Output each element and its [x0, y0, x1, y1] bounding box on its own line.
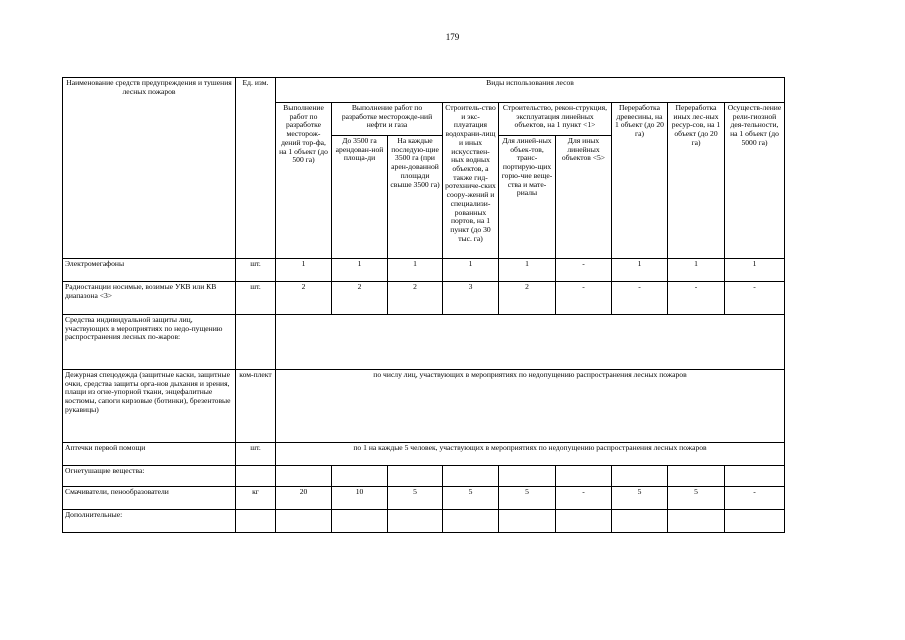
cell-value: -	[612, 282, 668, 315]
cell-value: 5	[443, 487, 499, 510]
cell-value: -	[725, 487, 785, 510]
row-name: Радиостанции носимые, возимые УКВ или КВ диапазона <3>	[63, 282, 236, 315]
row-note: по числу лиц, участвующих в мероприятиях по недопущению распространения лесных пожаров	[276, 370, 785, 443]
row-unit: шт.	[236, 259, 276, 282]
cell-value: 5	[388, 487, 443, 510]
cell-value: 2	[499, 282, 556, 315]
cell-value: 2	[388, 282, 443, 315]
row-empty-span	[276, 315, 785, 370]
header-col-other-resources: Переработка иных лес-ных ресур-сов, на 1 объект (до 20 га)	[668, 103, 725, 259]
forest-fire-equipment-table	[62, 77, 785, 533]
cell-value: 1	[668, 259, 725, 282]
table-row	[63, 315, 785, 370]
row-name: Дежурная спецодежда (защитные каски, защитные очки, средства защиты орга-нов дыхания и зрения, плащи из огне-упорной ткани, энцефалитные костюмы, сапоги кирзовые (ботинки), брезентовые рукавицы)	[63, 370, 236, 443]
header-col-construction: Строитель-ство и экс-плуатация водохрани-лищ и иных искусствен-ных водных объектов, а также гид-ротехниче-ских соору-жений и специализи-рованных портов, на 1 пункт (до 30 тыс. га)	[443, 103, 499, 259]
cell-value: 1	[499, 259, 556, 282]
cell-value: 5	[612, 487, 668, 510]
header-col-linear-a: Для линей-ных объек-тов, транс-портирую-щих горю-чие веще-ства и мате-риалы	[499, 136, 556, 259]
row-name: Огнетушащие вещества:	[63, 466, 236, 487]
table-row	[63, 282, 785, 315]
row-name: Электромегафоны	[63, 259, 236, 282]
header-name-col: Наименование средств предупреждения и тушения лесных пожаров	[63, 78, 236, 259]
header-group-title: Виды использования лесов	[276, 78, 785, 103]
table-row	[63, 466, 785, 487]
header-col-linear-b: Для иных линейных объектов <5>	[556, 136, 612, 259]
cell-value: -	[725, 282, 785, 315]
table-row	[63, 487, 785, 510]
cell-value: 5	[499, 487, 556, 510]
header-unit-col: Ед. изм.	[236, 78, 276, 259]
header-group-linear: Строительство, рекон-струкция, эксплуатация линейных объектов, на 1 пункт <1>	[499, 103, 612, 136]
cell-value: 2	[276, 282, 332, 315]
cell-value: 1	[276, 259, 332, 282]
table-row	[63, 370, 785, 443]
row-unit: ком-плект	[236, 370, 276, 443]
row-name: Средства индивидуальной защиты лиц, участвующих в мероприятиях по недо-пущению распространения лесных по-жаров:	[63, 315, 236, 370]
row-unit: шт.	[236, 443, 276, 466]
table-row	[63, 510, 785, 533]
cell-value: 3	[443, 282, 499, 315]
row-unit: шт.	[236, 282, 276, 315]
cell-value: -	[556, 282, 612, 315]
table-row	[63, 259, 785, 282]
cell-value: -	[668, 282, 725, 315]
header-col-peat: Выполнение работ по разработке месторож-дений тор-фа, на 1 объект (до 500 га)	[276, 103, 332, 259]
cell-value: -	[556, 487, 612, 510]
header-col-oil-b: На каждые последую-щие 3500 га (при арен-дованной площади свыше 3500 га)	[388, 136, 443, 259]
header-col-oil-a: До 3500 га арендован-ной площа-ди	[332, 136, 388, 259]
cell-value: 2	[332, 282, 388, 315]
cell-value: 1	[332, 259, 388, 282]
row-unit: кг	[236, 487, 276, 510]
cell-value: -	[556, 259, 612, 282]
header-col-religious: Осуществ-ление рели-гиозной дея-тельности, на 1 объект (до 5000 га)	[725, 103, 785, 259]
cell-value: 1	[725, 259, 785, 282]
row-name: Аптечки первой помощи	[63, 443, 236, 466]
table-row	[63, 443, 785, 466]
cell-value: 1	[612, 259, 668, 282]
cell-value: 10	[332, 487, 388, 510]
row-unit	[236, 315, 276, 370]
header-col-wood: Переработка древесины, на 1 объект (до 20 га)	[612, 103, 668, 259]
header-group-oilgas: Выполнение работ по разработке месторожде-ний нефти и газа	[332, 103, 443, 136]
row-note: по 1 на каждые 5 человек, участвующих в мероприятиях по недопущению распространения лесных пожаров	[276, 443, 785, 466]
cell-value: 1	[388, 259, 443, 282]
row-name: Дополнительные:	[63, 510, 236, 533]
cell-value: 5	[668, 487, 725, 510]
cell-value: 1	[443, 259, 499, 282]
cell-value: 20	[276, 487, 332, 510]
page-number: 179	[445, 32, 460, 42]
row-name: Смачиватели, пенообразователи	[63, 487, 236, 510]
